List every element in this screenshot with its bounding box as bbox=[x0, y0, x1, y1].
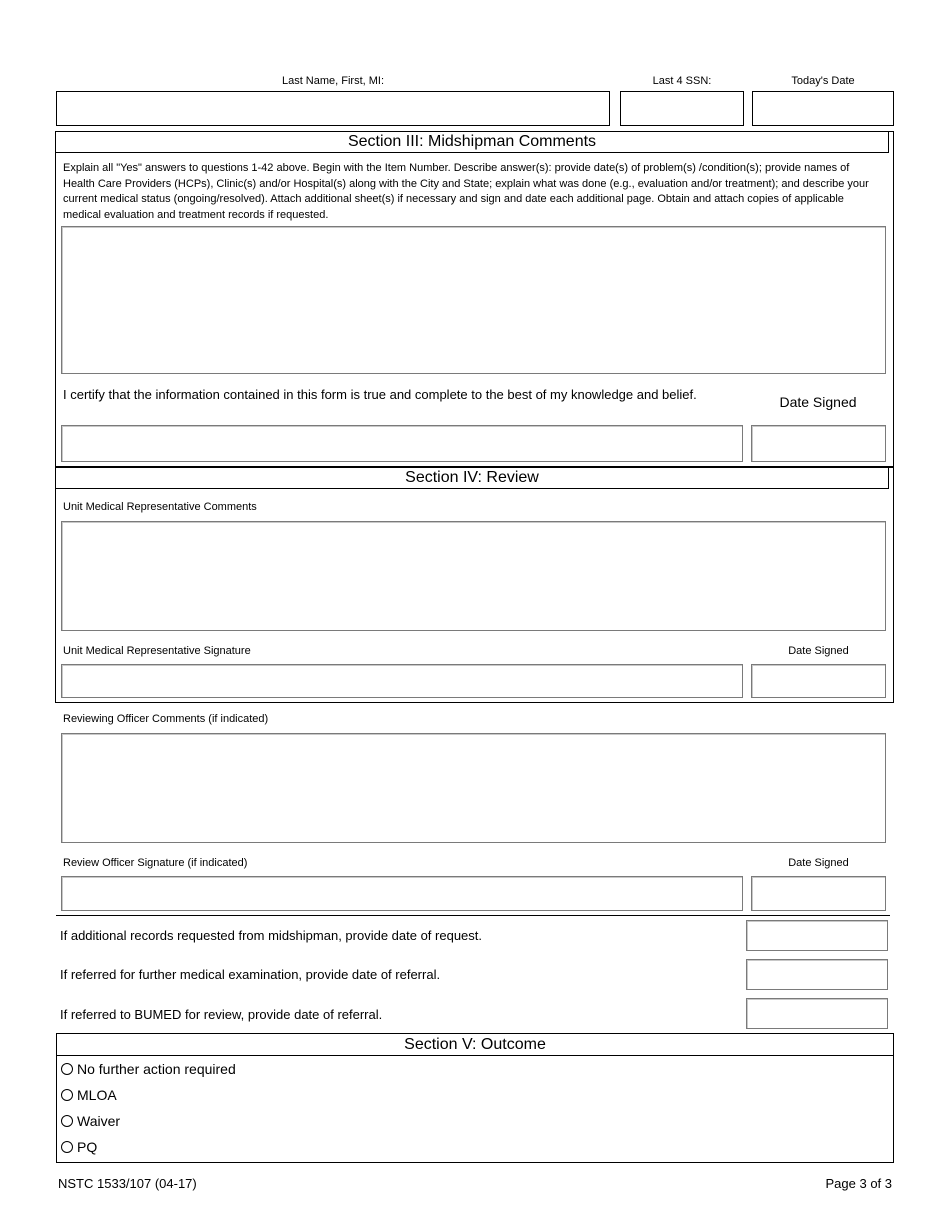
umr-date-field[interactable] bbox=[751, 664, 886, 698]
umr-signature-label: Unit Medical Representative Signature bbox=[63, 645, 251, 657]
outcome-option-label: Waiver bbox=[77, 1113, 121, 1129]
additional-records-date-field[interactable] bbox=[746, 920, 888, 951]
bumed-referral-date-field[interactable] bbox=[746, 998, 888, 1029]
section-3-instructions: Explain all "Yes" answers to questions 1-42 above. Begin with the Item Number. Describe answer(s): provide date(s) of problem(s) /condition(s); provide names of Health Care Providers (HCPs), Clinic(s) and/or Hospital(s) along with the City and State; explain what was done (e.g., evaluation and/or treatment); and describe your current medical status (ongoing/resolved). Attach additional sheet(s) if necessary and sign and date each additional page. Obtain and attach copies of applicable medical evaluation and treatment records if requested. bbox=[63, 162, 869, 221]
medical-referral-question: If referred for further medical examination, provide date of referral. bbox=[60, 967, 441, 982]
additional-records-question: If additional records requested from midshipman, provide date of request. bbox=[60, 928, 483, 943]
ssn-field[interactable] bbox=[620, 91, 744, 126]
midshipman-date-field[interactable] bbox=[751, 425, 886, 462]
radio-button[interactable] bbox=[61, 1089, 73, 1101]
outcome-option-no-further-action[interactable] bbox=[61, 1061, 236, 1077]
section-5-title: Section V: Outcome bbox=[56, 1033, 894, 1056]
medical-referral-date-field[interactable] bbox=[746, 959, 888, 990]
midshipman-comments-field[interactable] bbox=[61, 226, 886, 374]
bumed-referral-question: If referred to BUMED for review, provide date of referral. bbox=[60, 1007, 383, 1022]
certify-statement: I certify that the information contained in this form is true and complete to the best of my knowledge and belief. bbox=[63, 387, 697, 402]
divider bbox=[56, 915, 890, 916]
radio-button[interactable] bbox=[61, 1115, 73, 1127]
todays-date-label: Today's Date bbox=[791, 75, 855, 87]
umr-date-label: Date Signed bbox=[788, 645, 849, 657]
section-4-title: Section IV: Review bbox=[55, 467, 889, 489]
midshipman-signature-field[interactable] bbox=[61, 425, 743, 462]
outcome-option-mloa[interactable] bbox=[61, 1087, 117, 1103]
radio-button[interactable] bbox=[61, 1063, 73, 1075]
umr-signature-field[interactable] bbox=[61, 664, 743, 698]
ro-signature-label: Review Officer Signature (if indicated) bbox=[63, 857, 248, 869]
outcome-option-waiver[interactable] bbox=[61, 1113, 120, 1129]
umr-comments-field[interactable] bbox=[61, 521, 886, 631]
todays-date-field[interactable] bbox=[752, 91, 894, 126]
page-number: Page 3 of 3 bbox=[825, 1176, 892, 1191]
umr-comments-label: Unit Medical Representative Comments bbox=[63, 501, 257, 513]
date-signed-label: Date Signed bbox=[779, 394, 857, 410]
radio-button[interactable] bbox=[61, 1141, 73, 1153]
section-3-title: Section III: Midshipman Comments bbox=[55, 131, 889, 153]
outcome-option-label: MLOA bbox=[77, 1087, 117, 1103]
outcome-option-pq[interactable] bbox=[61, 1139, 97, 1155]
ro-signature-field[interactable] bbox=[61, 876, 743, 911]
ro-comments-field[interactable] bbox=[61, 733, 886, 843]
outcome-option-label: No further action required bbox=[77, 1061, 236, 1077]
ro-date-label: Date Signed bbox=[788, 857, 849, 869]
form-id: NSTC 1533/107 (04-17) bbox=[58, 1176, 197, 1191]
ro-date-field[interactable] bbox=[751, 876, 886, 911]
name-label: Last Name, First, MI: bbox=[281, 75, 385, 87]
ro-comments-label: Reviewing Officer Comments (if indicated) bbox=[63, 713, 269, 725]
outcome-option-label: PQ bbox=[77, 1139, 98, 1155]
ssn-label: Last 4 SSN: bbox=[652, 75, 712, 87]
name-field[interactable] bbox=[56, 91, 610, 126]
